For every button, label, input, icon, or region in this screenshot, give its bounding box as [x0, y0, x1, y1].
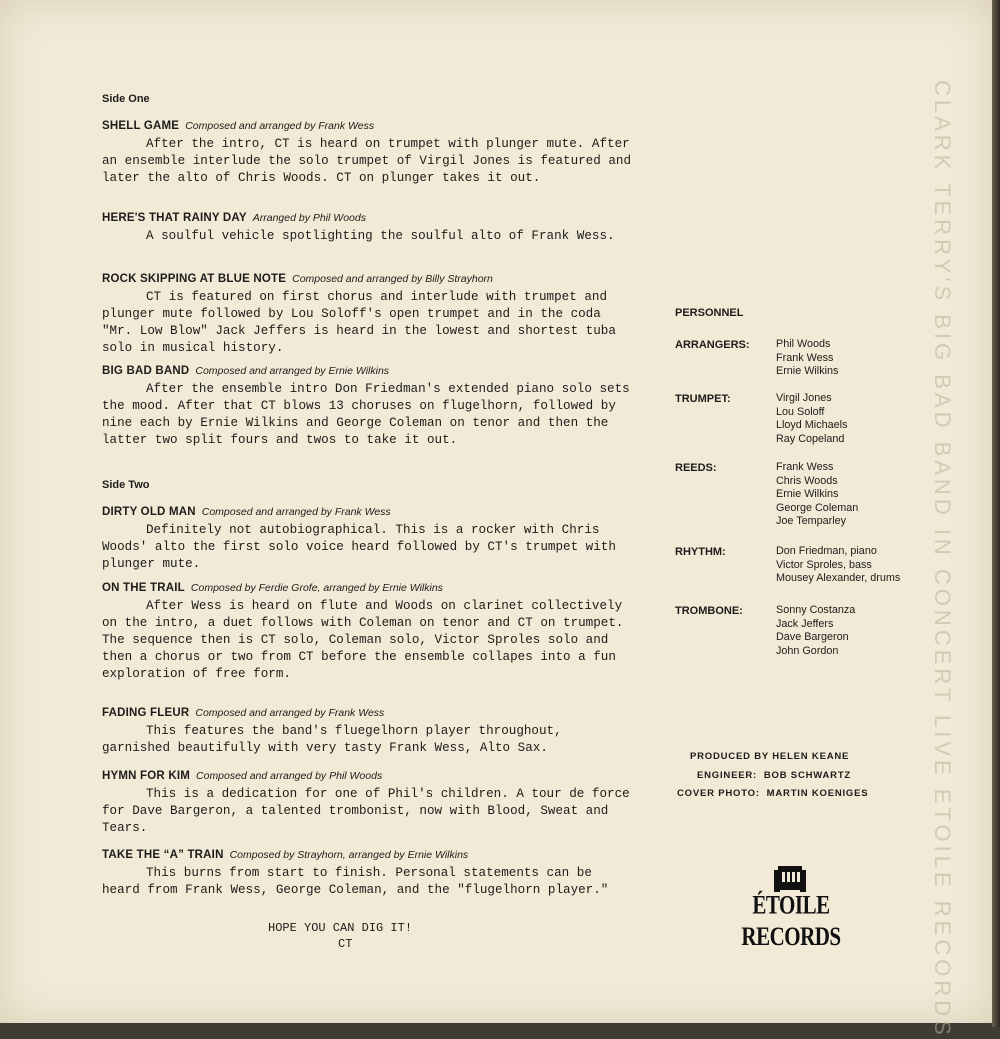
track-entry: [102, 703, 632, 757]
personnel-member: Lou Soloff: [776, 405, 825, 418]
track-title: ON THE TRAIL: [102, 582, 185, 594]
personnel-group-members: [776, 545, 900, 586]
personnel-member: Phil Woods: [776, 338, 831, 350]
personnel-member: Lloyd Michaels: [776, 419, 848, 432]
track-entry: [102, 502, 632, 573]
track-entry: [102, 578, 632, 683]
side-one-heading: Side One: [102, 93, 150, 105]
personnel-group-label: ARRANGERS:: [675, 339, 750, 351]
spine-text: CLARK TERRY'S BIG BAD BAND IN CONCERT LIVE ETOILE RECORDS: [930, 80, 955, 1039]
track-credit: Composed and arranged by Billy Strayhorn: [292, 273, 493, 285]
track-title: ROCK SKIPPING AT BLUE NOTE: [102, 273, 287, 285]
etoile-records-logo: [726, 862, 856, 951]
signoff-initials: CT: [338, 937, 353, 951]
sleeve-edge-shadow: [992, 0, 1000, 1027]
track-title: DIRTY OLD MAN: [102, 506, 196, 518]
track-entry: [102, 361, 632, 449]
track-notes: Definitely not autobiographical. This is a rocker with Chris Woods' alto the first solo voice heard followed by CT's trumpet with plunger mute.: [102, 523, 616, 571]
personnel-member: Ernie Wilkins: [776, 365, 839, 378]
track-entry: [102, 766, 632, 837]
track-title: BIG BAD BAND: [102, 365, 190, 377]
track-notes: After Wess is heard on flute and Woods on clarinet collectively on the intro, a duet follows with Coleman on tenor and CT on trumpet. The sequence then is CT solo, Coleman solo, Victor Sproles solo and then a chorus or two from CT before the ensemble collapes into a fun exploration of free form.: [102, 599, 624, 681]
track-title: TAKE THE “A” TRAIN: [102, 849, 224, 861]
track-entry: [102, 208, 632, 245]
track-credit: Composed and arranged by Phil Woods: [196, 770, 383, 782]
personnel-member: Victor Sproles, bass: [776, 558, 872, 571]
track-title: SHELL GAME: [102, 120, 180, 132]
track-credit: Arranged by Phil Woods: [252, 212, 366, 224]
track-credit: Composed and arranged by Frank Wess: [201, 506, 391, 518]
track-entry: [102, 116, 632, 187]
personnel-member: Don Friedman, piano: [776, 545, 877, 557]
personnel-member: Mousey Alexander, drums: [776, 572, 901, 585]
logo-wordmark: ÉTOILE RECORDS: [741, 889, 841, 951]
engineer-credit: ENGINEER: BOB SCHWARTZ: [697, 770, 852, 781]
personnel-group-members: [776, 604, 855, 658]
track-notes: This features the band's fluegelhorn player throughout, garnished beautifully with very tasty Frank Wess, Alto Sax.: [102, 724, 562, 755]
personnel-group-members: [776, 338, 838, 379]
personnel-group-label: TROMBONE:: [675, 605, 743, 617]
track-credit: Composed and arranged by Frank Wess: [185, 120, 375, 132]
personnel-member: Frank Wess: [776, 351, 834, 364]
signoff-line: HOPE YOU CAN DIG IT!: [268, 921, 413, 935]
personnel-member: Dave Bargeron: [776, 631, 849, 644]
personnel-group-label: REEDS:: [675, 462, 717, 474]
track-notes: A soulful vehicle spotlighting the soulful alto of Frank Wess.: [146, 229, 615, 243]
track-credit: Composed by Ferdie Grofe, arranged by Ernie Wilkins: [190, 582, 443, 594]
personnel-member: Ray Copeland: [776, 432, 845, 445]
track-entry: [102, 845, 632, 899]
personnel-group-label: TRUMPET:: [675, 393, 731, 405]
personnel-member: Sonny Costanza: [776, 604, 856, 616]
cover-photo-credit: COVER PHOTO: MARTIN KOENIGES: [677, 788, 869, 799]
personnel-heading: PERSONNEL: [675, 307, 744, 319]
track-credit: Composed and arranged by Ernie Wilkins: [195, 365, 390, 377]
personnel-member: Chris Woods: [776, 474, 838, 487]
producer-credit: PRODUCED BY HELEN KEANE: [690, 751, 850, 762]
track-title: HERE'S THAT RAINY DAY: [102, 212, 247, 224]
track-notes: After the ensemble intro Don Friedman's extended piano solo sets the mood. After that CT blows 13 choruses on flugelhorn, followed by nine each by Ernie Wilkins and George Coleman on tenor and then the latter two split fours and twos to take it out.: [102, 382, 630, 447]
personnel-member: Virgil Jones: [776, 392, 832, 404]
personnel-member: Frank Wess: [776, 461, 834, 473]
track-notes: CT is featured on first chorus and interlude with trumpet and plunger mute followed by Lou Soloff's open trumpet and in the coda "Mr. Low Blow" Jack Jeffers is heard in the lowest and shortest tuba solo in musical history.: [102, 290, 616, 355]
track-notes: After the intro, CT is heard on trumpet with plunger mute. After an ensemble interlude the solo trumpet of Virgil Jones is featured and later the alto of Chris Woods. CT on plunger takes it out.: [102, 137, 632, 185]
personnel-member: Joe Temparley: [776, 515, 847, 528]
track-entry: [102, 269, 632, 357]
side-two-heading: Side Two: [102, 479, 150, 491]
spine-faded-text: [905, 80, 985, 1039]
track-notes: This burns from start to finish. Personal statements can be heard from Frank Wess, George Coleman, and the "flugelhorn player.": [102, 866, 609, 897]
track-title: FADING FLEUR: [102, 707, 190, 719]
track-title: HYMN FOR KIM: [102, 770, 191, 782]
personnel-member: Ernie Wilkins: [776, 488, 839, 501]
personnel-group-members: [776, 392, 847, 446]
personnel-group-members: [776, 461, 858, 529]
personnel-member: George Coleman: [776, 501, 859, 514]
track-credit: Composed and arranged by Frank Wess: [195, 707, 385, 719]
personnel-member: Jack Jeffers: [776, 617, 834, 630]
personnel-member: John Gordon: [776, 644, 839, 657]
personnel-group-label: RHYTHM:: [675, 546, 726, 558]
track-credit: Composed by Strayhorn, arranged by Ernie Wilkins: [229, 849, 469, 861]
track-notes: This is a dedication for one of Phil's children. A tour de force for Dave Bargeron, a talented trombonist, now with Blood, Sweat and Tears.: [102, 787, 630, 835]
